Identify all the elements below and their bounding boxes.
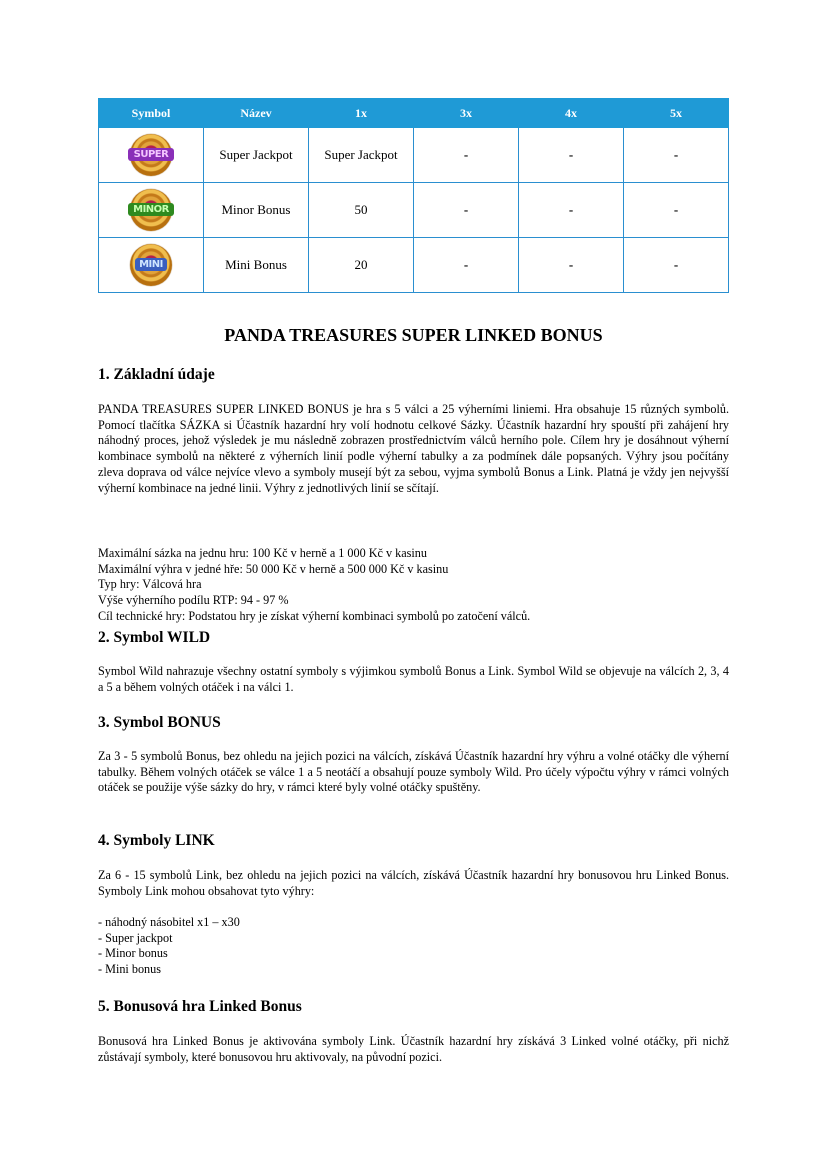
section-heading-3: 3. Symbol BONUS (98, 714, 221, 731)
mini-coin-icon (130, 244, 172, 286)
section-paragraph-4: Za 6 - 15 symbolů Link, bez ohledu na jejich pozici na válcích, získává Účastník hazardní hry bonusovou hru Linked Bonus. Symboly Link mohou obsahovat tyto výhry: (98, 868, 729, 898)
minor-coin-icon (130, 189, 172, 231)
section-heading-2: 2. Symbol WILD (98, 629, 211, 646)
section-paragraph-2: Symbol Wild nahrazuje všechny ostatní symboly s výjimkou symbolů Bonus a Link. Symbol Wild se objevuje na válcích 2, 3, 4 a 5 a během volných otáček i na válci 1. (98, 664, 729, 694)
table-row (99, 238, 729, 293)
x1-cell: 50 (309, 183, 414, 238)
document-page (98, 98, 729, 1064)
symbol-cell (99, 128, 204, 183)
coin-label: SUPER (128, 148, 174, 161)
info-line-game-type: Typ hry: Válcová hra (98, 577, 202, 592)
section-heading-5: 5. Bonusová hra Linked Bonus (98, 998, 302, 1015)
coin-label: MINI (135, 258, 167, 271)
x3-cell: - (414, 238, 519, 293)
section-heading-1: 1. Základní údaje (98, 366, 215, 383)
header-3x: 3x (414, 99, 519, 128)
header-symbol: Symbol (99, 99, 204, 128)
info-line-max-win: Maximální výhra v jedné hře: 50 000 Kč v herně a 500 000 Kč v kasinu (98, 561, 449, 576)
list-item: - Super jackpot (98, 930, 173, 945)
x5-cell: - (624, 128, 729, 183)
x5-cell: - (624, 183, 729, 238)
section-paragraph-1: PANDA TREASURES SUPER LINKED BONUS je hra s 5 válci a 25 výherními liniemi. Hra obsahuje 15 různých symbolů. Pomocí tlačítka SÁZKA si Účastník hazardní hry volí hodnotu celkové Sázky. Účastník hazardní hry spouští při zahájení hry náhodný proces, jehož výsledek je mu následně zobrazen prostřednictvím válců herního pole. Cílem hry je dosáhnout výherní kombinace symbolů na některé z výherních linií podle výherní tabulky a za podmínek dále popsaných. Výhry jsou počítány zleva doprava od válce nejvíce vlevo a symboly musejí být za sebou, vyjma symbolů Bonus a Link. Platná je vždy jen nejvyšší výherní kombinace na jedné linii. Výhry z jednotlivých linií se sčítají. (98, 402, 729, 495)
super-coin-icon (130, 134, 172, 176)
game-info-list (98, 546, 530, 625)
table-row (99, 128, 729, 183)
section-heading-4: 4. Symboly LINK (98, 832, 215, 849)
coin-label: MINOR (128, 203, 174, 216)
paytable-header-row (99, 99, 729, 128)
symbol-cell (99, 183, 204, 238)
name-cell: Mini Bonus (204, 238, 309, 293)
page-title: PANDA TREASURES SUPER LINKED BONUS (224, 325, 603, 345)
link-wins-list (98, 915, 240, 978)
table-row (99, 183, 729, 238)
name-cell: Minor Bonus (204, 183, 309, 238)
list-item: - Minor bonus (98, 946, 168, 961)
x4-cell: - (519, 128, 624, 183)
info-line-max-bet: Maximální sázka na jednu hru: 100 Kč v herně a 1 000 Kč v kasinu (98, 546, 427, 560)
x4-cell: - (519, 183, 624, 238)
header-1x: 1x (309, 99, 414, 128)
x3-cell: - (414, 183, 519, 238)
section-paragraph-5: Bonusová hra Linked Bonus je aktivována symboly Link. Účastník hazardní hry získává 3 Linked volné otáčky, při nichž zůstávají symboly, které bonusovou hru aktivovaly, na původní pozici. (98, 1034, 729, 1064)
paytable (98, 98, 729, 293)
name-cell: Super Jackpot (204, 128, 309, 183)
list-item: - náhodný násobitel x1 – x30 (98, 915, 240, 929)
x4-cell: - (519, 238, 624, 293)
symbol-cell (99, 238, 204, 293)
header-5x: 5x (624, 99, 729, 128)
info-line-goal: Cíl technické hry: Podstatou hry je získat výherní kombinaci symbolů po zatočení válců. (98, 608, 531, 623)
list-item: - Mini bonus (98, 962, 161, 977)
header-name: Název (204, 99, 309, 128)
info-line-rtp: Výše výherního podílu RTP: 94 - 97 % (98, 593, 289, 608)
x3-cell: - (414, 128, 519, 183)
section-paragraph-3: Za 3 - 5 symbolů Bonus, bez ohledu na jejich pozici na válcích, získává Účastník hazardní hry výhru a volné otáčky dle výherní tabulky. Během volných otáček se válce 1 a 5 neotáčí a obsahují pouze symboly Wild. Pro účely výpočtu výhry v rámci volných otáček se použije výše sázky do hry, v rámci které byly volné otáčky spuštěny. (98, 749, 729, 795)
header-4x: 4x (519, 99, 624, 128)
x5-cell: - (624, 238, 729, 293)
x1-cell: 20 (309, 238, 414, 293)
x1-cell: Super Jackpot (309, 128, 414, 183)
